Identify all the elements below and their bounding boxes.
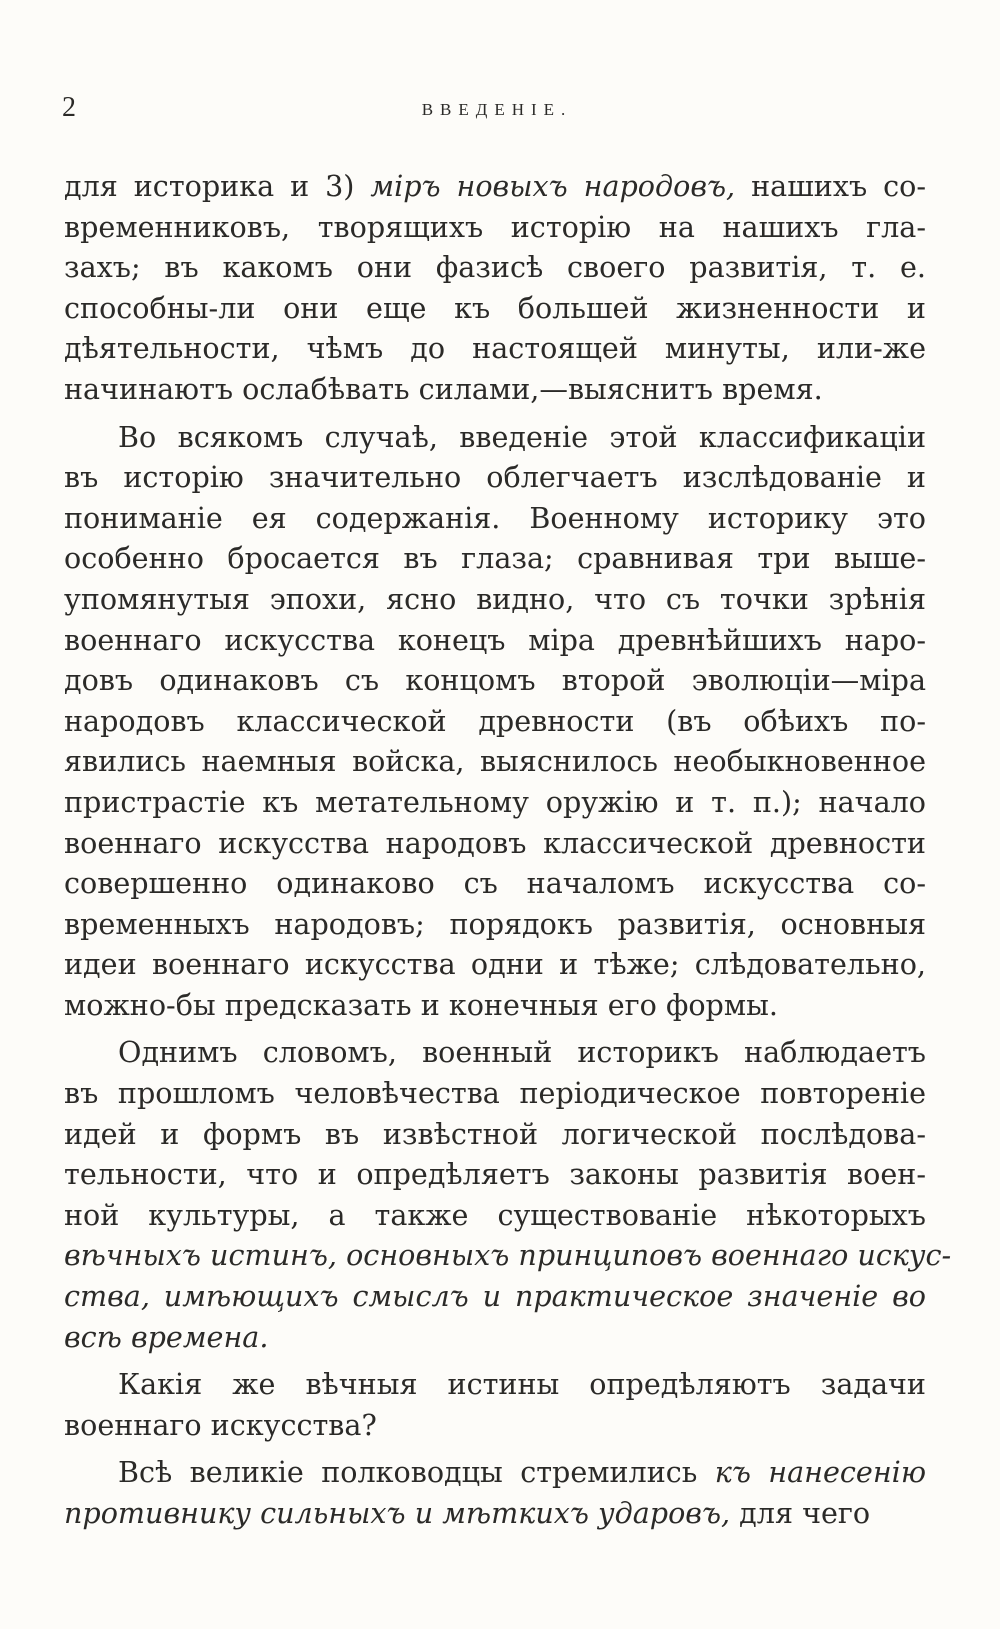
text-segment: явились наемныя войска, выяснилось необыкновенное	[64, 744, 926, 779]
text-segment: особенно бросается въ глаза; сравнивая три выше-	[64, 541, 926, 576]
text-segment: тельности, что и опредѣляетъ законы развитiя воен-	[64, 1157, 926, 1192]
text-line	[64, 1493, 926, 1534]
text-line	[64, 620, 926, 661]
page-number: 2	[62, 92, 76, 123]
text-line	[64, 782, 926, 823]
paragraph	[64, 166, 926, 410]
text-segment: идеи военнаго искусства одни и тѣже; слѣдовательно,	[64, 947, 926, 982]
text-segment: Однимъ словомъ, военный историкъ наблюдаетъ	[118, 1035, 926, 1070]
text-segment: военнаго искусства народовъ классической древности	[64, 825, 926, 860]
text-line	[64, 701, 926, 742]
text-line	[64, 207, 926, 248]
text-segment: Во всякомъ случаѣ, введенiе этой классификацiи	[118, 419, 926, 454]
text-line	[64, 904, 926, 945]
text-line	[64, 166, 926, 207]
italic-text: вѣчныхъ истинъ, основныхъ принциповъ военнаго искус-	[64, 1238, 952, 1273]
text-line	[64, 1364, 926, 1405]
text-line	[64, 1276, 926, 1317]
text-line	[64, 247, 926, 288]
text-line	[64, 741, 926, 782]
italic-text: мiръ новыхъ народовъ,	[370, 169, 736, 203]
text-line	[64, 369, 926, 410]
paragraph	[64, 1364, 926, 1445]
text-segment: захъ; въ какомъ они фазисѣ своего развитiя, т. е.	[64, 250, 926, 285]
text-segment: идей и формъ въ извѣстной логической послѣдова-	[64, 1116, 926, 1151]
text-segment: временныхъ народовъ; порядокъ развитiя, основныя	[64, 906, 926, 941]
text-segment: для историка и 3)	[64, 169, 371, 203]
text-line	[64, 1317, 926, 1358]
text-segment: довъ одинаковъ съ концомъ второй эволюцiи—мiра	[64, 663, 926, 698]
italic-text: противнику сильныхъ и мѣткихъ ударовъ,	[64, 1496, 731, 1530]
text-segment: способны-ли они еще къ большей жизненности и	[64, 290, 926, 325]
text-line	[64, 498, 926, 539]
italic-text: къ нанесенiю	[714, 1455, 926, 1490]
paragraph	[64, 1032, 952, 1357]
text-line	[64, 944, 926, 985]
text-segment: пристрастiе къ метательному оружiю и т. п.); начало	[64, 784, 926, 819]
text-segment: въ исторiю значительно облегчаетъ изслѣдованiе и	[64, 460, 926, 495]
text-segment: можно-бы предсказать и конечныя его формы.	[64, 987, 778, 1022]
text-segment: Какiя же вѣчныя истины опредѣляютъ задачи	[118, 1367, 926, 1402]
text-segment: нашихъ со-	[735, 169, 926, 203]
text-line	[64, 579, 926, 620]
text-line	[64, 660, 926, 701]
text-segment: временниковъ, творящихъ исторiю на нашихъ гла-	[64, 209, 926, 244]
text-line	[64, 538, 926, 579]
page-header	[62, 92, 932, 132]
text-segment: пониманiе ея содержанiя. Военному историку это	[64, 500, 926, 535]
text-line	[64, 328, 926, 369]
text-line	[64, 1405, 926, 1446]
paragraph	[64, 417, 926, 1026]
text-line	[64, 288, 926, 329]
text-segment: народовъ классической древности (въ обѣихъ по-	[64, 703, 926, 738]
text-line	[64, 1452, 926, 1493]
text-line	[64, 457, 926, 498]
text-segment: военнаго искусства конецъ мiра древнѣйшихъ наро-	[64, 622, 926, 657]
italic-text: ства, имѣющихъ смыслъ и практическое значенiе во	[64, 1279, 926, 1314]
text-segment: военнаго искусства?	[64, 1407, 377, 1442]
text-line	[64, 1073, 926, 1114]
text-line	[64, 417, 926, 458]
text-line	[64, 1154, 926, 1195]
text-line	[64, 1032, 926, 1073]
text-line	[64, 1235, 952, 1276]
paragraph	[64, 1452, 926, 1533]
italic-text: всѣ времена.	[64, 1319, 269, 1354]
text-line	[64, 1195, 926, 1236]
text-line	[64, 863, 926, 904]
text-segment: ной культуры, а также существованiе нѣкоторыхъ	[64, 1197, 926, 1232]
text-segment: въ прошломъ человѣчества перiодическое повторенiе	[64, 1076, 926, 1111]
text-line	[64, 985, 926, 1026]
text-segment: совершенно одинаково съ началомъ искусства со-	[64, 866, 926, 901]
text-segment: для чего	[730, 1496, 871, 1530]
running-title: ВВЕДЕНIЕ.	[421, 100, 573, 119]
text-segment: упомянутыя эпохи, ясно видно, что съ точки зрѣнiя	[64, 581, 926, 616]
text-segment: начинаютъ ослабѣвать силами,—выяснитъ время.	[64, 371, 823, 406]
text-segment: Всѣ великiе полководцы стремились	[118, 1455, 715, 1490]
text-segment: дѣятельности, чѣмъ до настоящей минуты, или-же	[64, 331, 926, 366]
body-text	[64, 166, 952, 1541]
text-line	[64, 1114, 926, 1155]
text-line	[64, 823, 926, 864]
